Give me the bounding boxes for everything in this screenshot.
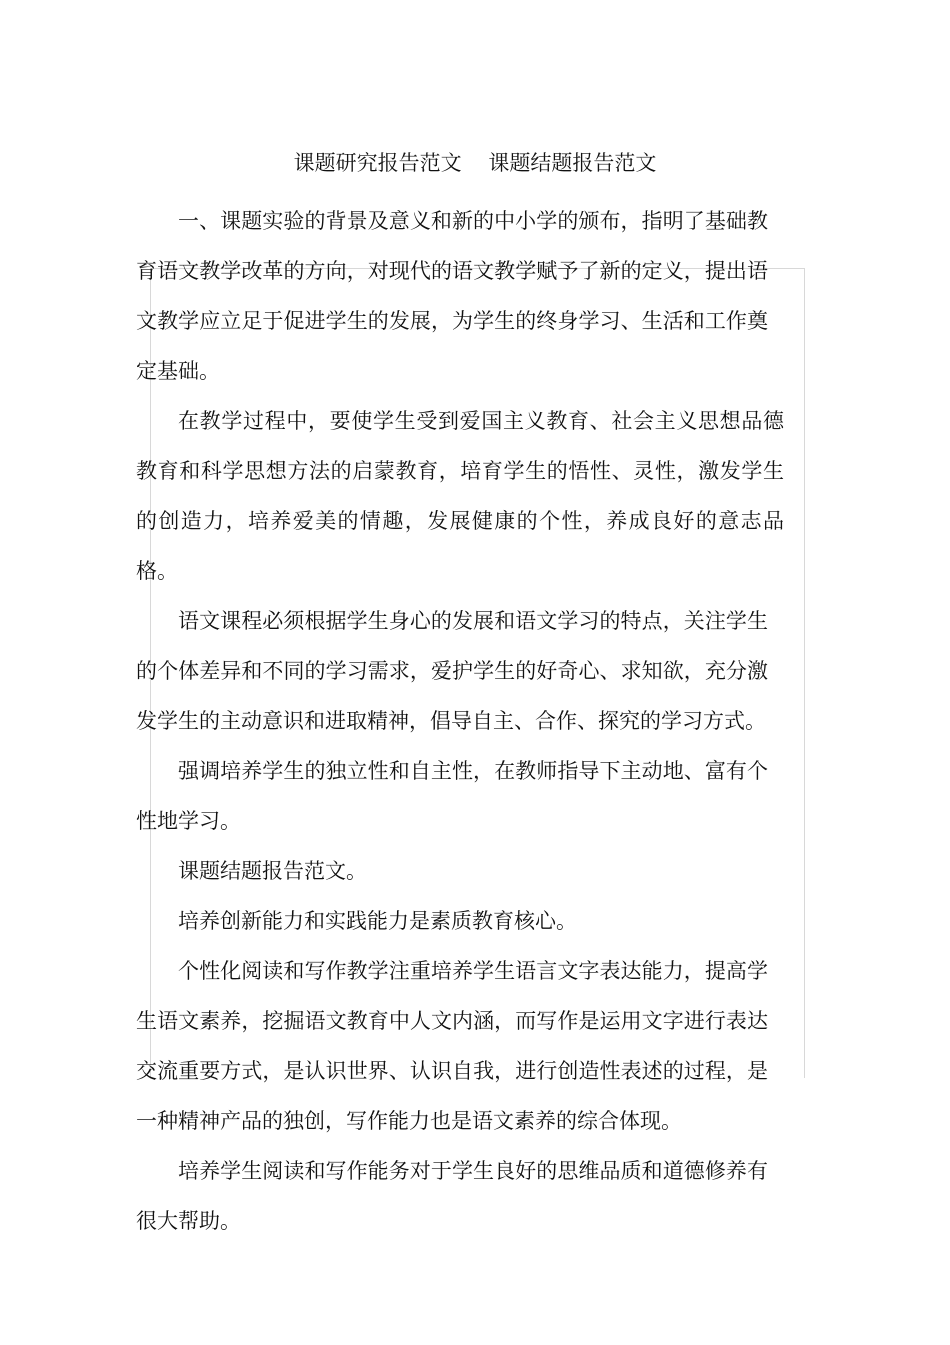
document-title: 课题研究报告范文 课题结题报告范文 [293, 151, 657, 175]
paragraph-thinking-quality: 培养学生阅读和写作能务对于学生良好的思维品质和道德修养有很大帮助。 [136, 1159, 768, 1233]
document-body [136, 196, 784, 1246]
paragraph-independence: 强调培养学生的独立性和自主性，在教师指导下主动地、富有个性地学习。 [136, 759, 768, 833]
paragraph-curriculum: 语文课程必须根据学生身心的发展和语文学习的特点，关注学生的个体差异和不同的学习需求，爱护学生的好奇心、求知欲，充分激发学生的主动意识和进取精神，倡导自主、合作、探究的学习方式。 [136, 609, 768, 733]
paragraph-background: 一、课题实验的背景及意义和新的中小学的颁布，指明了基础教育语文教学改革的方向，对现代的语文教学赋予了新的定义，提出语文教学应立足于促进学生的发展，为学生的终身学习、生活和工作奠定基础。 [136, 209, 768, 383]
frame-right-line [804, 268, 805, 1078]
paragraph-teaching-process: 在教学过程中，要使学生受到爱国主义教育、社会主义思想品德教育和科学思想方法的启蒙教育，培育学生的悟性、灵性，激发学生的创造力，培养爱美的情趣，发展健康的个性，养成良好的意志品格。 [136, 409, 784, 583]
paragraph-reading-writing: 个性化阅读和写作教学注重培养学生语言文字表达能力，提高学生语文素养，挖掘语文教育中人文内涵，而写作是运用文字进行表达交流重要方式，是认识世界、认识自我，进行创造性表述的过程，是一种精神产品的独创，写作能力也是语文素养的综合体现。 [136, 959, 768, 1133]
paragraph-innovation: 培养创新能力和实践能力是素质教育核心。 [178, 909, 577, 933]
paragraph-report-heading: 课题结题报告范文。 [178, 859, 367, 883]
